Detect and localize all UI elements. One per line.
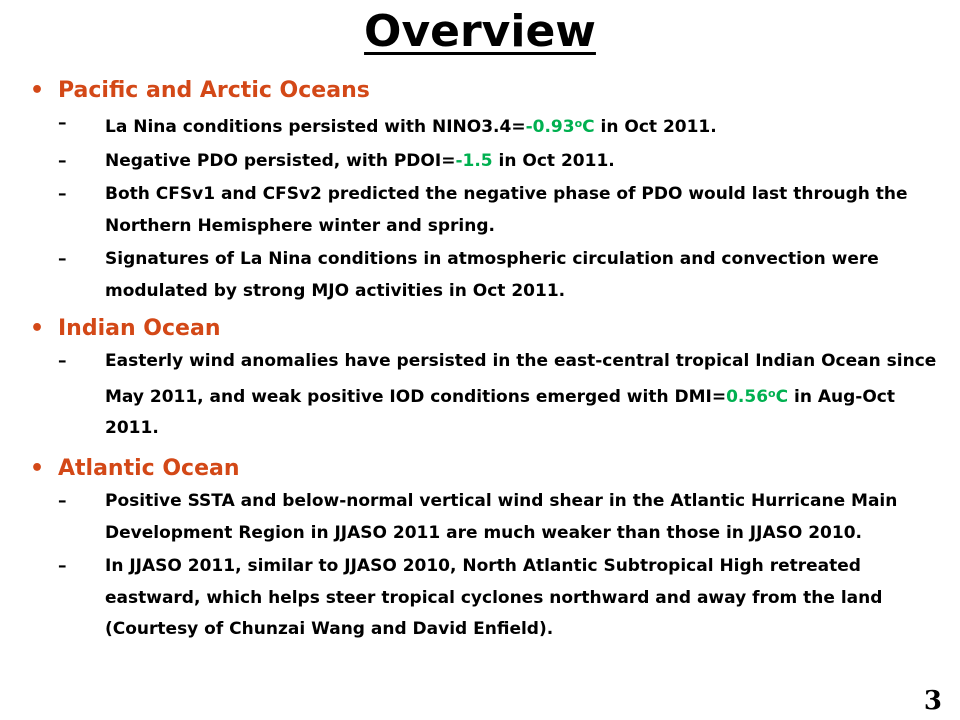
dash-icon: – — [58, 351, 67, 371]
list-item: – Easterly wind anomalies have persisted in the east-central tropical Indian Ocean since May 2011, and weak positive IOD conditions emerged with $DMI=0.56^oC$ in Aug-Oct 2011. — [30, 346, 950, 445]
bullet-icon: • — [30, 315, 45, 341]
dash-icon: – — [58, 184, 67, 204]
list-item: – Both CFSv1 and CFSv2 predicted the negative phase of PDO would last through the Northern Hemisphere winter and spring. — [30, 179, 950, 242]
list-item: – In JJASO 2011, similar to JJASO 2010, North Atlantic Subtropical High retreated eastward, which helps steer tropical cyclones northward and away from the land (Courtesy of Chunzai Wang and David Enfield). — [30, 551, 950, 646]
slide-title: Overview — [364, 6, 596, 57]
section-atlantic — [30, 452, 950, 646]
bullet-icon: • — [30, 455, 45, 481]
dash-icon: – — [58, 491, 67, 511]
section-pacific-arctic — [30, 74, 950, 307]
dash-icon: – — [58, 249, 67, 269]
page-number: 3 — [923, 686, 942, 716]
list-item: – Positive SSTA and below-normal vertical wind shear in the Atlantic Hurricane Main Development Region in JJASO 2011 are much weaker than those in JJASO 2010. — [30, 486, 950, 549]
section-heading: Indian Ocean — [58, 315, 221, 341]
section-heading: Atlantic Ocean — [58, 455, 240, 481]
bullet-icon: • — [30, 77, 45, 103]
dash-icon: – — [58, 556, 67, 576]
list-item: – Negative PDO persisted, with PDOI=-1.5 in Oct 2011. — [30, 146, 950, 178]
list-item: – La Nina conditions persisted with $NINO3.4=-0.93^oC$ in Oct 2011. — [30, 108, 950, 144]
section-heading: Pacific and Arctic Oceans — [58, 77, 370, 103]
list-item: – Signatures of La Nina conditions in atmospheric circulation and convection were modulated by strong MJO activities in Oct 2011. — [30, 244, 950, 307]
section-indian — [30, 312, 950, 445]
dash-icon: – — [58, 150, 67, 171]
dash-icon: – — [58, 113, 67, 133]
